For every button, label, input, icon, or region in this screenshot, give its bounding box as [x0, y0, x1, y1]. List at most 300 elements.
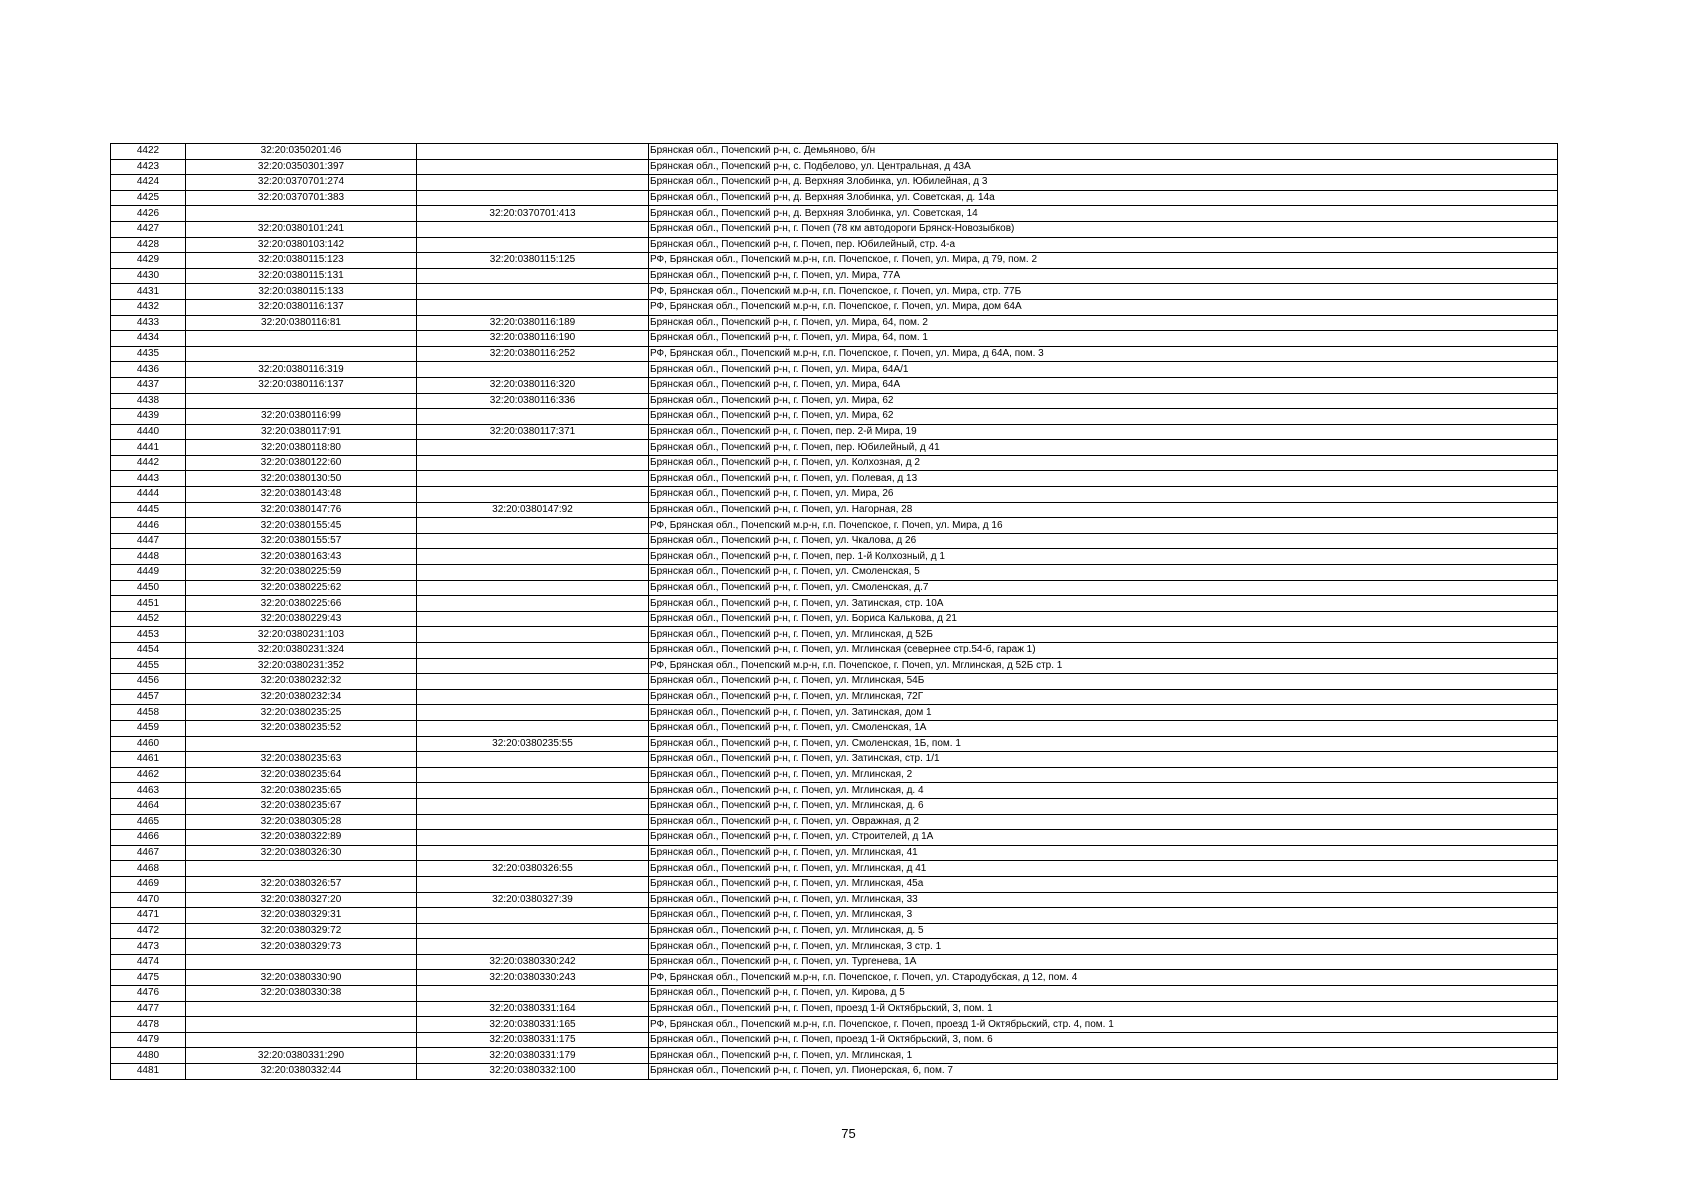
cadastral-number-cell: 32:20:0380163:43: [186, 549, 417, 565]
related-cadastral-number-cell: 32:20:0380116:336: [417, 393, 649, 409]
table-row: [111, 533, 1558, 549]
related-cadastral-number-cell: 32:20:0380116:252: [417, 346, 649, 362]
cadastral-number-cell: 32:20:0380327:20: [186, 892, 417, 908]
cadastral-number-cell: 32:20:0350301:397: [186, 159, 417, 175]
cadastral-number-cell: 32:20:0380331:290: [186, 1048, 417, 1064]
row-number-cell: 4478: [111, 1017, 186, 1033]
cadastral-number-cell: 32:20:0380235:67: [186, 798, 417, 814]
table-body: [111, 144, 1558, 1080]
related-cadastral-number-cell: [417, 783, 649, 799]
address-cell: Брянская обл., Почепский р-н, г. Почеп, ул. Бориса Калькова, д 21: [649, 611, 1558, 627]
cadastral-number-cell: [186, 206, 417, 222]
related-cadastral-number-cell: [417, 876, 649, 892]
cadastral-number-cell: 32:20:0380326:30: [186, 845, 417, 861]
address-cell: Брянская обл., Почепский р-н, г. Почеп, ул. Колхозная, д 2: [649, 455, 1558, 471]
cadastral-number-cell: 32:20:0380329:73: [186, 939, 417, 955]
cadastral-number-cell: 32:20:0380329:31: [186, 908, 417, 924]
address-cell: Брянская обл., Почепский р-н, с. Подбелово, ул. Центральная, д 43А: [649, 159, 1558, 175]
cadastral-number-cell: 32:20:0380116:99: [186, 409, 417, 425]
cadastral-number-cell: 32:20:0380103:142: [186, 237, 417, 253]
cadastral-number-cell: 32:20:0380231:324: [186, 643, 417, 659]
table-row: [111, 455, 1558, 471]
related-cadastral-number-cell: 32:20:0380331:179: [417, 1048, 649, 1064]
related-cadastral-number-cell: [417, 720, 649, 736]
table-row: [111, 767, 1558, 783]
table-row: [111, 908, 1558, 924]
related-cadastral-number-cell: [417, 705, 649, 721]
related-cadastral-number-cell: 32:20:0380331:164: [417, 1001, 649, 1017]
table-row: [111, 409, 1558, 425]
cadastral-number-cell: [186, 954, 417, 970]
row-number-cell: 4448: [111, 549, 186, 565]
related-cadastral-number-cell: [417, 565, 649, 581]
table-row: [111, 643, 1558, 659]
related-cadastral-number-cell: 32:20:0380117:371: [417, 424, 649, 440]
address-cell: Брянская обл., Почепский р-н, г. Почеп, ул. Смоленская, 1А: [649, 720, 1558, 736]
related-cadastral-number-cell: [417, 175, 649, 191]
address-cell: Брянская обл., Почепский р-н, г. Почеп, ул. Мира, 62: [649, 409, 1558, 425]
row-number-cell: 4475: [111, 970, 186, 986]
table-row: [111, 393, 1558, 409]
address-cell: Брянская обл., Почепский р-н, г. Почеп, ул. Тургенева, 1А: [649, 954, 1558, 970]
table-row: [111, 627, 1558, 643]
cadastral-number-cell: [186, 736, 417, 752]
row-number-cell: 4436: [111, 362, 186, 378]
row-number-cell: 4423: [111, 159, 186, 175]
row-number-cell: 4468: [111, 861, 186, 877]
address-cell: Брянская обл., Почепский р-н, г. Почеп, пер. Юбилейный, стр. 4-а: [649, 237, 1558, 253]
cadastral-number-cell: 32:20:0380305:28: [186, 814, 417, 830]
table-row: [111, 1017, 1558, 1033]
row-number-cell: 4454: [111, 643, 186, 659]
related-cadastral-number-cell: [417, 237, 649, 253]
table-row: [111, 970, 1558, 986]
cadastral-number-cell: [186, 331, 417, 347]
related-cadastral-number-cell: [417, 830, 649, 846]
cadastral-number-cell: 32:20:0380116:137: [186, 299, 417, 315]
related-cadastral-number-cell: [417, 221, 649, 237]
row-number-cell: 4442: [111, 455, 186, 471]
row-number-cell: 4465: [111, 814, 186, 830]
related-cadastral-number-cell: 32:20:0380332:100: [417, 1064, 649, 1080]
address-cell: РФ, Брянская обл., Почепский м.р-н, г.п. Почепское, г. Почеп, ул. Мира, д 16: [649, 518, 1558, 534]
cadastral-number-cell: 32:20:0380330:90: [186, 970, 417, 986]
row-number-cell: 4476: [111, 986, 186, 1002]
row-number-cell: 4430: [111, 268, 186, 284]
related-cadastral-number-cell: [417, 627, 649, 643]
related-cadastral-number-cell: [417, 986, 649, 1002]
address-cell: РФ, Брянская обл., Почепский м.р-н, г.п. Почепское, г. Почеп, ул. Мира, дом 64А: [649, 299, 1558, 315]
address-cell: Брянская обл., Почепский р-н, г. Почеп, ул. Мглинская, д. 5: [649, 923, 1558, 939]
address-cell: Брянская обл., Почепский р-н, г. Почеп, ул. Мглинская, д. 6: [649, 798, 1558, 814]
cadastral-number-cell: 32:20:0380115:123: [186, 253, 417, 269]
table-row: [111, 1032, 1558, 1048]
address-cell: Брянская обл., Почепский р-н, г. Почеп, ул. Мглинская, 45а: [649, 876, 1558, 892]
related-cadastral-number-cell: 32:20:0380115:125: [417, 253, 649, 269]
page-number: 75: [841, 1126, 856, 1141]
address-cell: Брянская обл., Почепский р-н, г. Почеп, ул. Мглинская, 33: [649, 892, 1558, 908]
table-row: [111, 159, 1558, 175]
row-number-cell: 4433: [111, 315, 186, 331]
row-number-cell: 4441: [111, 440, 186, 456]
address-cell: РФ, Брянская обл., Почепский м.р-н, г.п. Почепское, г. Почеп, ул. Мира, д 64А, пом. 3: [649, 346, 1558, 362]
row-number-cell: 4452: [111, 611, 186, 627]
row-number-cell: 4438: [111, 393, 186, 409]
cadastral-number-cell: 32:20:0380117:91: [186, 424, 417, 440]
row-number-cell: 4437: [111, 377, 186, 393]
table-row: [111, 206, 1558, 222]
table-row: [111, 346, 1558, 362]
related-cadastral-number-cell: [417, 596, 649, 612]
row-number-cell: 4429: [111, 253, 186, 269]
related-cadastral-number-cell: 32:20:0380235:55: [417, 736, 649, 752]
related-cadastral-number-cell: [417, 923, 649, 939]
address-cell: Брянская обл., Почепский р-н, г. Почеп, ул. Мглинская, 3 стр. 1: [649, 939, 1558, 955]
row-number-cell: 4444: [111, 487, 186, 503]
cadastral-number-cell: [186, 393, 417, 409]
address-cell: Брянская обл., Почепский р-н, г. Почеп, ул. Мглинская (севернее стр.54-б, гараж 1): [649, 643, 1558, 659]
related-cadastral-number-cell: 32:20:0370701:413: [417, 206, 649, 222]
row-number-cell: 4461: [111, 752, 186, 768]
row-number-cell: 4466: [111, 830, 186, 846]
table-row: [111, 892, 1558, 908]
cadastral-number-cell: 32:20:0380332:44: [186, 1064, 417, 1080]
row-number-cell: 4457: [111, 689, 186, 705]
table-row: [111, 487, 1558, 503]
cadastral-number-cell: 32:20:0380235:64: [186, 767, 417, 783]
row-number-cell: 4435: [111, 346, 186, 362]
address-cell: Брянская обл., Почепский р-н, с. Демьяново, б/н: [649, 144, 1558, 160]
related-cadastral-number-cell: [417, 159, 649, 175]
related-cadastral-number-cell: [417, 814, 649, 830]
related-cadastral-number-cell: 32:20:0380331:165: [417, 1017, 649, 1033]
cadastral-number-cell: 32:20:0380322:89: [186, 830, 417, 846]
table-row: [111, 876, 1558, 892]
address-cell: Брянская обл., Почепский р-н, г. Почеп, ул. Мглинская, 2: [649, 767, 1558, 783]
row-number-cell: 4473: [111, 939, 186, 955]
cadastral-number-cell: 32:20:0380231:103: [186, 627, 417, 643]
table-row: [111, 752, 1558, 768]
row-number-cell: 4447: [111, 533, 186, 549]
address-cell: Брянская обл., Почепский р-н, г. Почеп, ул. Мглинская, 3: [649, 908, 1558, 924]
row-number-cell: 4445: [111, 502, 186, 518]
related-cadastral-number-cell: [417, 440, 649, 456]
address-cell: Брянская обл., Почепский р-н, г. Почеп, ул. Мглинская, д 41: [649, 861, 1558, 877]
address-cell: Брянская обл., Почепский р-н, г. Почеп, ул. Пионерская, 6, пом. 7: [649, 1064, 1558, 1080]
related-cadastral-number-cell: [417, 643, 649, 659]
row-number-cell: 4439: [111, 409, 186, 425]
address-cell: Брянская обл., Почепский р-н, г. Почеп, ул. Мира, 64, пом. 1: [649, 331, 1558, 347]
row-number-cell: 4480: [111, 1048, 186, 1064]
address-cell: Брянская обл., Почепский р-н, г. Почеп, ул. Затинская, стр. 1/1: [649, 752, 1558, 768]
cadastral-number-cell: 32:20:0380118:80: [186, 440, 417, 456]
row-number-cell: 4464: [111, 798, 186, 814]
address-cell: Брянская обл., Почепский р-н, г. Почеп, ул. Смоленская, д.7: [649, 580, 1558, 596]
cadastral-number-cell: 32:20:0380122:60: [186, 455, 417, 471]
table-row: [111, 253, 1558, 269]
table-row: [111, 596, 1558, 612]
address-cell: Брянская обл., Почепский р-н, г. Почеп, пер. Юбилейный, д 41: [649, 440, 1558, 456]
row-number-cell: 4479: [111, 1032, 186, 1048]
table-row: [111, 783, 1558, 799]
row-number-cell: 4424: [111, 175, 186, 191]
related-cadastral-number-cell: [417, 845, 649, 861]
table-row: [111, 674, 1558, 690]
related-cadastral-number-cell: [417, 674, 649, 690]
address-cell: Брянская обл., Почепский р-н, г. Почеп, ул. Мглинская, д 52Б: [649, 627, 1558, 643]
related-cadastral-number-cell: [417, 658, 649, 674]
address-cell: Брянская обл., Почепский р-н, г. Почеп, ул. Мира, 64А: [649, 377, 1558, 393]
related-cadastral-number-cell: 32:20:0380331:175: [417, 1032, 649, 1048]
address-cell: Брянская обл., Почепский р-н, г. Почеп, ул. Затинская, стр. 10А: [649, 596, 1558, 612]
address-cell: РФ, Брянская обл., Почепский м.р-н, г.п. Почепское, г. Почеп, проезд 1-й Октябрьский, стр. 4, пом. 1: [649, 1017, 1558, 1033]
row-number-cell: 4469: [111, 876, 186, 892]
row-number-cell: 4459: [111, 720, 186, 736]
table-row: [111, 954, 1558, 970]
table-row: [111, 830, 1558, 846]
row-number-cell: 4434: [111, 331, 186, 347]
table-row: [111, 549, 1558, 565]
related-cadastral-number-cell: [417, 409, 649, 425]
related-cadastral-number-cell: [417, 471, 649, 487]
table-row: [111, 845, 1558, 861]
table-row: [111, 144, 1558, 160]
cadastral-number-cell: [186, 1001, 417, 1017]
table-row: [111, 611, 1558, 627]
table-row: [111, 221, 1558, 237]
row-number-cell: 4425: [111, 190, 186, 206]
row-number-cell: 4428: [111, 237, 186, 253]
row-number-cell: 4471: [111, 908, 186, 924]
cadastral-number-cell: [186, 1032, 417, 1048]
related-cadastral-number-cell: 32:20:0380330:243: [417, 970, 649, 986]
cadastral-number-cell: 32:20:0380326:57: [186, 876, 417, 892]
address-cell: Брянская обл., Почепский р-н, г. Почеп, проезд 1-й Октябрьский, 3, пом. 6: [649, 1032, 1558, 1048]
cadastral-number-cell: 32:20:0380116:81: [186, 315, 417, 331]
row-number-cell: 4462: [111, 767, 186, 783]
table-row: [111, 814, 1558, 830]
table-row: [111, 1001, 1558, 1017]
cadastral-number-cell: 32:20:0380329:72: [186, 923, 417, 939]
cadastral-number-cell: 32:20:0380130:50: [186, 471, 417, 487]
address-cell: Брянская обл., Почепский р-н, г. Почеп, ул. Смоленская, 1Б, пом. 1: [649, 736, 1558, 752]
row-number-cell: 4456: [111, 674, 186, 690]
address-cell: Брянская обл., Почепский р-н, г. Почеп, ул. Мира, 62: [649, 393, 1558, 409]
table-row: [111, 986, 1558, 1002]
cadastral-number-cell: 32:20:0380155:57: [186, 533, 417, 549]
table-row: [111, 175, 1558, 191]
related-cadastral-number-cell: [417, 908, 649, 924]
cadastral-number-cell: 32:20:0380101:241: [186, 221, 417, 237]
cadastral-number-cell: 32:20:0380115:133: [186, 284, 417, 300]
related-cadastral-number-cell: 32:20:0380116:190: [417, 331, 649, 347]
related-cadastral-number-cell: [417, 752, 649, 768]
cadastral-number-cell: 32:20:0380229:43: [186, 611, 417, 627]
row-number-cell: 4451: [111, 596, 186, 612]
cadastral-number-cell: [186, 1017, 417, 1033]
address-cell: Брянская обл., Почепский р-н, г. Почеп, ул. Мглинская, 72Г: [649, 689, 1558, 705]
table-row: [111, 861, 1558, 877]
address-cell: Брянская обл., Почепский р-н, д. Верхняя Злобинка, ул. Юбилейная, д 3: [649, 175, 1558, 191]
related-cadastral-number-cell: [417, 190, 649, 206]
address-cell: Брянская обл., Почепский р-н, г. Почеп, ул. Кирова, д 5: [649, 986, 1558, 1002]
address-cell: Брянская обл., Почепский р-н, г. Почеп, ул. Мира, 64, пом. 2: [649, 315, 1558, 331]
cadastral-number-cell: 32:20:0380235:65: [186, 783, 417, 799]
address-cell: Брянская обл., Почепский р-н, г. Почеп, ул. Мглинская, 41: [649, 845, 1558, 861]
cadastral-number-cell: 32:20:0380232:34: [186, 689, 417, 705]
table-row: [111, 502, 1558, 518]
related-cadastral-number-cell: 32:20:0380116:189: [417, 315, 649, 331]
row-number-cell: 4467: [111, 845, 186, 861]
row-number-cell: 4453: [111, 627, 186, 643]
address-cell: Брянская обл., Почепский р-н, г. Почеп, ул. Строителей, д 1А: [649, 830, 1558, 846]
row-number-cell: 4440: [111, 424, 186, 440]
table-row: [111, 565, 1558, 581]
related-cadastral-number-cell: [417, 611, 649, 627]
row-number-cell: 4422: [111, 144, 186, 160]
table-row: [111, 1064, 1558, 1080]
related-cadastral-number-cell: 32:20:0380326:55: [417, 861, 649, 877]
table-row: [111, 580, 1558, 596]
related-cadastral-number-cell: [417, 798, 649, 814]
address-cell: Брянская обл., Почепский р-н, г. Почеп, ул. Чкалова, д 26: [649, 533, 1558, 549]
table-row: [111, 939, 1558, 955]
table-row: [111, 237, 1558, 253]
table-row: [111, 299, 1558, 315]
row-number-cell: 4450: [111, 580, 186, 596]
table-row: [111, 331, 1558, 347]
cadastral-number-cell: 32:20:0380147:76: [186, 502, 417, 518]
cadastral-number-cell: 32:20:0370701:383: [186, 190, 417, 206]
cadastral-number-cell: 32:20:0370701:274: [186, 175, 417, 191]
related-cadastral-number-cell: [417, 455, 649, 471]
table-row: [111, 658, 1558, 674]
row-number-cell: 4463: [111, 783, 186, 799]
cadastral-number-cell: 32:20:0380330:38: [186, 986, 417, 1002]
table-row: [111, 424, 1558, 440]
address-cell: Брянская обл., Почепский р-н, г. Почеп, проезд 1-й Октябрьский, 3, пом. 1: [649, 1001, 1558, 1017]
cadastral-number-cell: 32:20:0380225:59: [186, 565, 417, 581]
related-cadastral-number-cell: 32:20:0380330:242: [417, 954, 649, 970]
related-cadastral-number-cell: 32:20:0380327:39: [417, 892, 649, 908]
table-row: [111, 736, 1558, 752]
row-number-cell: 4481: [111, 1064, 186, 1080]
related-cadastral-number-cell: [417, 939, 649, 955]
related-cadastral-number-cell: [417, 362, 649, 378]
address-cell: Брянская обл., Почепский р-н, г. Почеп, ул. Овражная, д 2: [649, 814, 1558, 830]
related-cadastral-number-cell: 32:20:0380147:92: [417, 502, 649, 518]
related-cadastral-number-cell: [417, 689, 649, 705]
row-number-cell: 4474: [111, 954, 186, 970]
table-row: [111, 705, 1558, 721]
row-number-cell: 4426: [111, 206, 186, 222]
cadastral-number-cell: 32:20:0350201:46: [186, 144, 417, 160]
table-row: [111, 268, 1558, 284]
address-cell: РФ, Брянская обл., Почепский м.р-н, г.п. Почепское, г. Почеп, ул. Мглинская, д 52Б стр. 1: [649, 658, 1558, 674]
related-cadastral-number-cell: [417, 144, 649, 160]
table-row: [111, 518, 1558, 534]
cadastral-number-cell: [186, 346, 417, 362]
cadastral-number-cell: 32:20:0380116:137: [186, 377, 417, 393]
related-cadastral-number-cell: [417, 299, 649, 315]
table-row: [111, 315, 1558, 331]
address-cell: Брянская обл., Почепский р-н, г. Почеп, ул. Мглинская, д. 4: [649, 783, 1558, 799]
cadastral-number-cell: 32:20:0380225:66: [186, 596, 417, 612]
table-row: [111, 362, 1558, 378]
row-number-cell: 4449: [111, 565, 186, 581]
row-number-cell: 4472: [111, 923, 186, 939]
row-number-cell: 4443: [111, 471, 186, 487]
table-row: [111, 440, 1558, 456]
cadastral-number-cell: 32:20:0380116:319: [186, 362, 417, 378]
cadastral-number-cell: 32:20:0380231:352: [186, 658, 417, 674]
address-cell: Брянская обл., Почепский р-н, г. Почеп, ул. Мира, 26: [649, 487, 1558, 503]
row-number-cell: 4427: [111, 221, 186, 237]
row-number-cell: 4432: [111, 299, 186, 315]
cadastral-number-cell: 32:20:0380155:45: [186, 518, 417, 534]
cadastral-number-cell: 32:20:0380235:52: [186, 720, 417, 736]
table-row: [111, 284, 1558, 300]
address-cell: Брянская обл., Почепский р-н, г. Почеп (78 км автодороги Брянск-Новозыбков): [649, 221, 1558, 237]
table-row: [111, 923, 1558, 939]
table-row: [111, 190, 1558, 206]
cadastral-number-cell: 32:20:0380235:63: [186, 752, 417, 768]
related-cadastral-number-cell: 32:20:0380116:320: [417, 377, 649, 393]
table-row: [111, 471, 1558, 487]
address-cell: Брянская обл., Почепский р-н, г. Почеп, ул. Мглинская, 54Б: [649, 674, 1558, 690]
row-number-cell: 4470: [111, 892, 186, 908]
address-cell: Брянская обл., Почепский р-н, д. Верхняя Злобинка, ул. Советская, 14: [649, 206, 1558, 222]
cadastral-number-cell: 32:20:0380232:32: [186, 674, 417, 690]
related-cadastral-number-cell: [417, 284, 649, 300]
related-cadastral-number-cell: [417, 549, 649, 565]
related-cadastral-number-cell: [417, 268, 649, 284]
row-number-cell: 4455: [111, 658, 186, 674]
address-cell: РФ, Брянская обл., Почепский м.р-н, г.п. Почепское, г. Почеп, ул. Стародубская, д 12, пом. 4: [649, 970, 1558, 986]
address-cell: Брянская обл., Почепский р-н, г. Почеп, ул. Полевая, д 13: [649, 471, 1558, 487]
table-row: [111, 377, 1558, 393]
cadastral-number-cell: 32:20:0380115:131: [186, 268, 417, 284]
address-cell: Брянская обл., Почепский р-н, г. Почеп, ул. Мира, 77А: [649, 268, 1558, 284]
cadastral-number-cell: 32:20:0380143:48: [186, 487, 417, 503]
address-cell: РФ, Брянская обл., Почепский м.р-н, г.п. Почепское, г. Почеп, ул. Мира, д 79, пом. 2: [649, 253, 1558, 269]
table-row: [111, 689, 1558, 705]
related-cadastral-number-cell: [417, 767, 649, 783]
related-cadastral-number-cell: [417, 533, 649, 549]
address-cell: Брянская обл., Почепский р-н, г. Почеп, ул. Затинская, дом 1: [649, 705, 1558, 721]
address-cell: Брянская обл., Почепский р-н, д. Верхняя Злобинка, ул. Советская, д. 14а: [649, 190, 1558, 206]
table-row: [111, 1048, 1558, 1064]
address-cell: Брянская обл., Почепский р-н, г. Почеп, ул. Смоленская, 5: [649, 565, 1558, 581]
row-number-cell: 4477: [111, 1001, 186, 1017]
row-number-cell: 4458: [111, 705, 186, 721]
address-cell: Брянская обл., Почепский р-н, г. Почеп, ул. Нагорная, 28: [649, 502, 1558, 518]
row-number-cell: 4431: [111, 284, 186, 300]
row-number-cell: 4460: [111, 736, 186, 752]
cadastral-number-cell: 32:20:0380235:25: [186, 705, 417, 721]
address-cell: Брянская обл., Почепский р-н, г. Почеп, ул. Мглинская, 1: [649, 1048, 1558, 1064]
cadastral-table: [110, 143, 1558, 1080]
address-cell: Брянская обл., Почепский р-н, г. Почеп, пер. 1-й Колхозный, д 1: [649, 549, 1558, 565]
address-cell: Брянская обл., Почепский р-н, г. Почеп, ул. Мира, 64А/1: [649, 362, 1558, 378]
table-row: [111, 798, 1558, 814]
address-cell: РФ, Брянская обл., Почепский м.р-н, г.п. Почепское, г. Почеп, ул. Мира, стр. 77Б: [649, 284, 1558, 300]
address-cell: Брянская обл., Почепский р-н, г. Почеп, пер. 2-й Мира, 19: [649, 424, 1558, 440]
related-cadastral-number-cell: [417, 487, 649, 503]
row-number-cell: 4446: [111, 518, 186, 534]
cadastral-number-cell: 32:20:0380225:62: [186, 580, 417, 596]
cadastral-number-cell: [186, 861, 417, 877]
